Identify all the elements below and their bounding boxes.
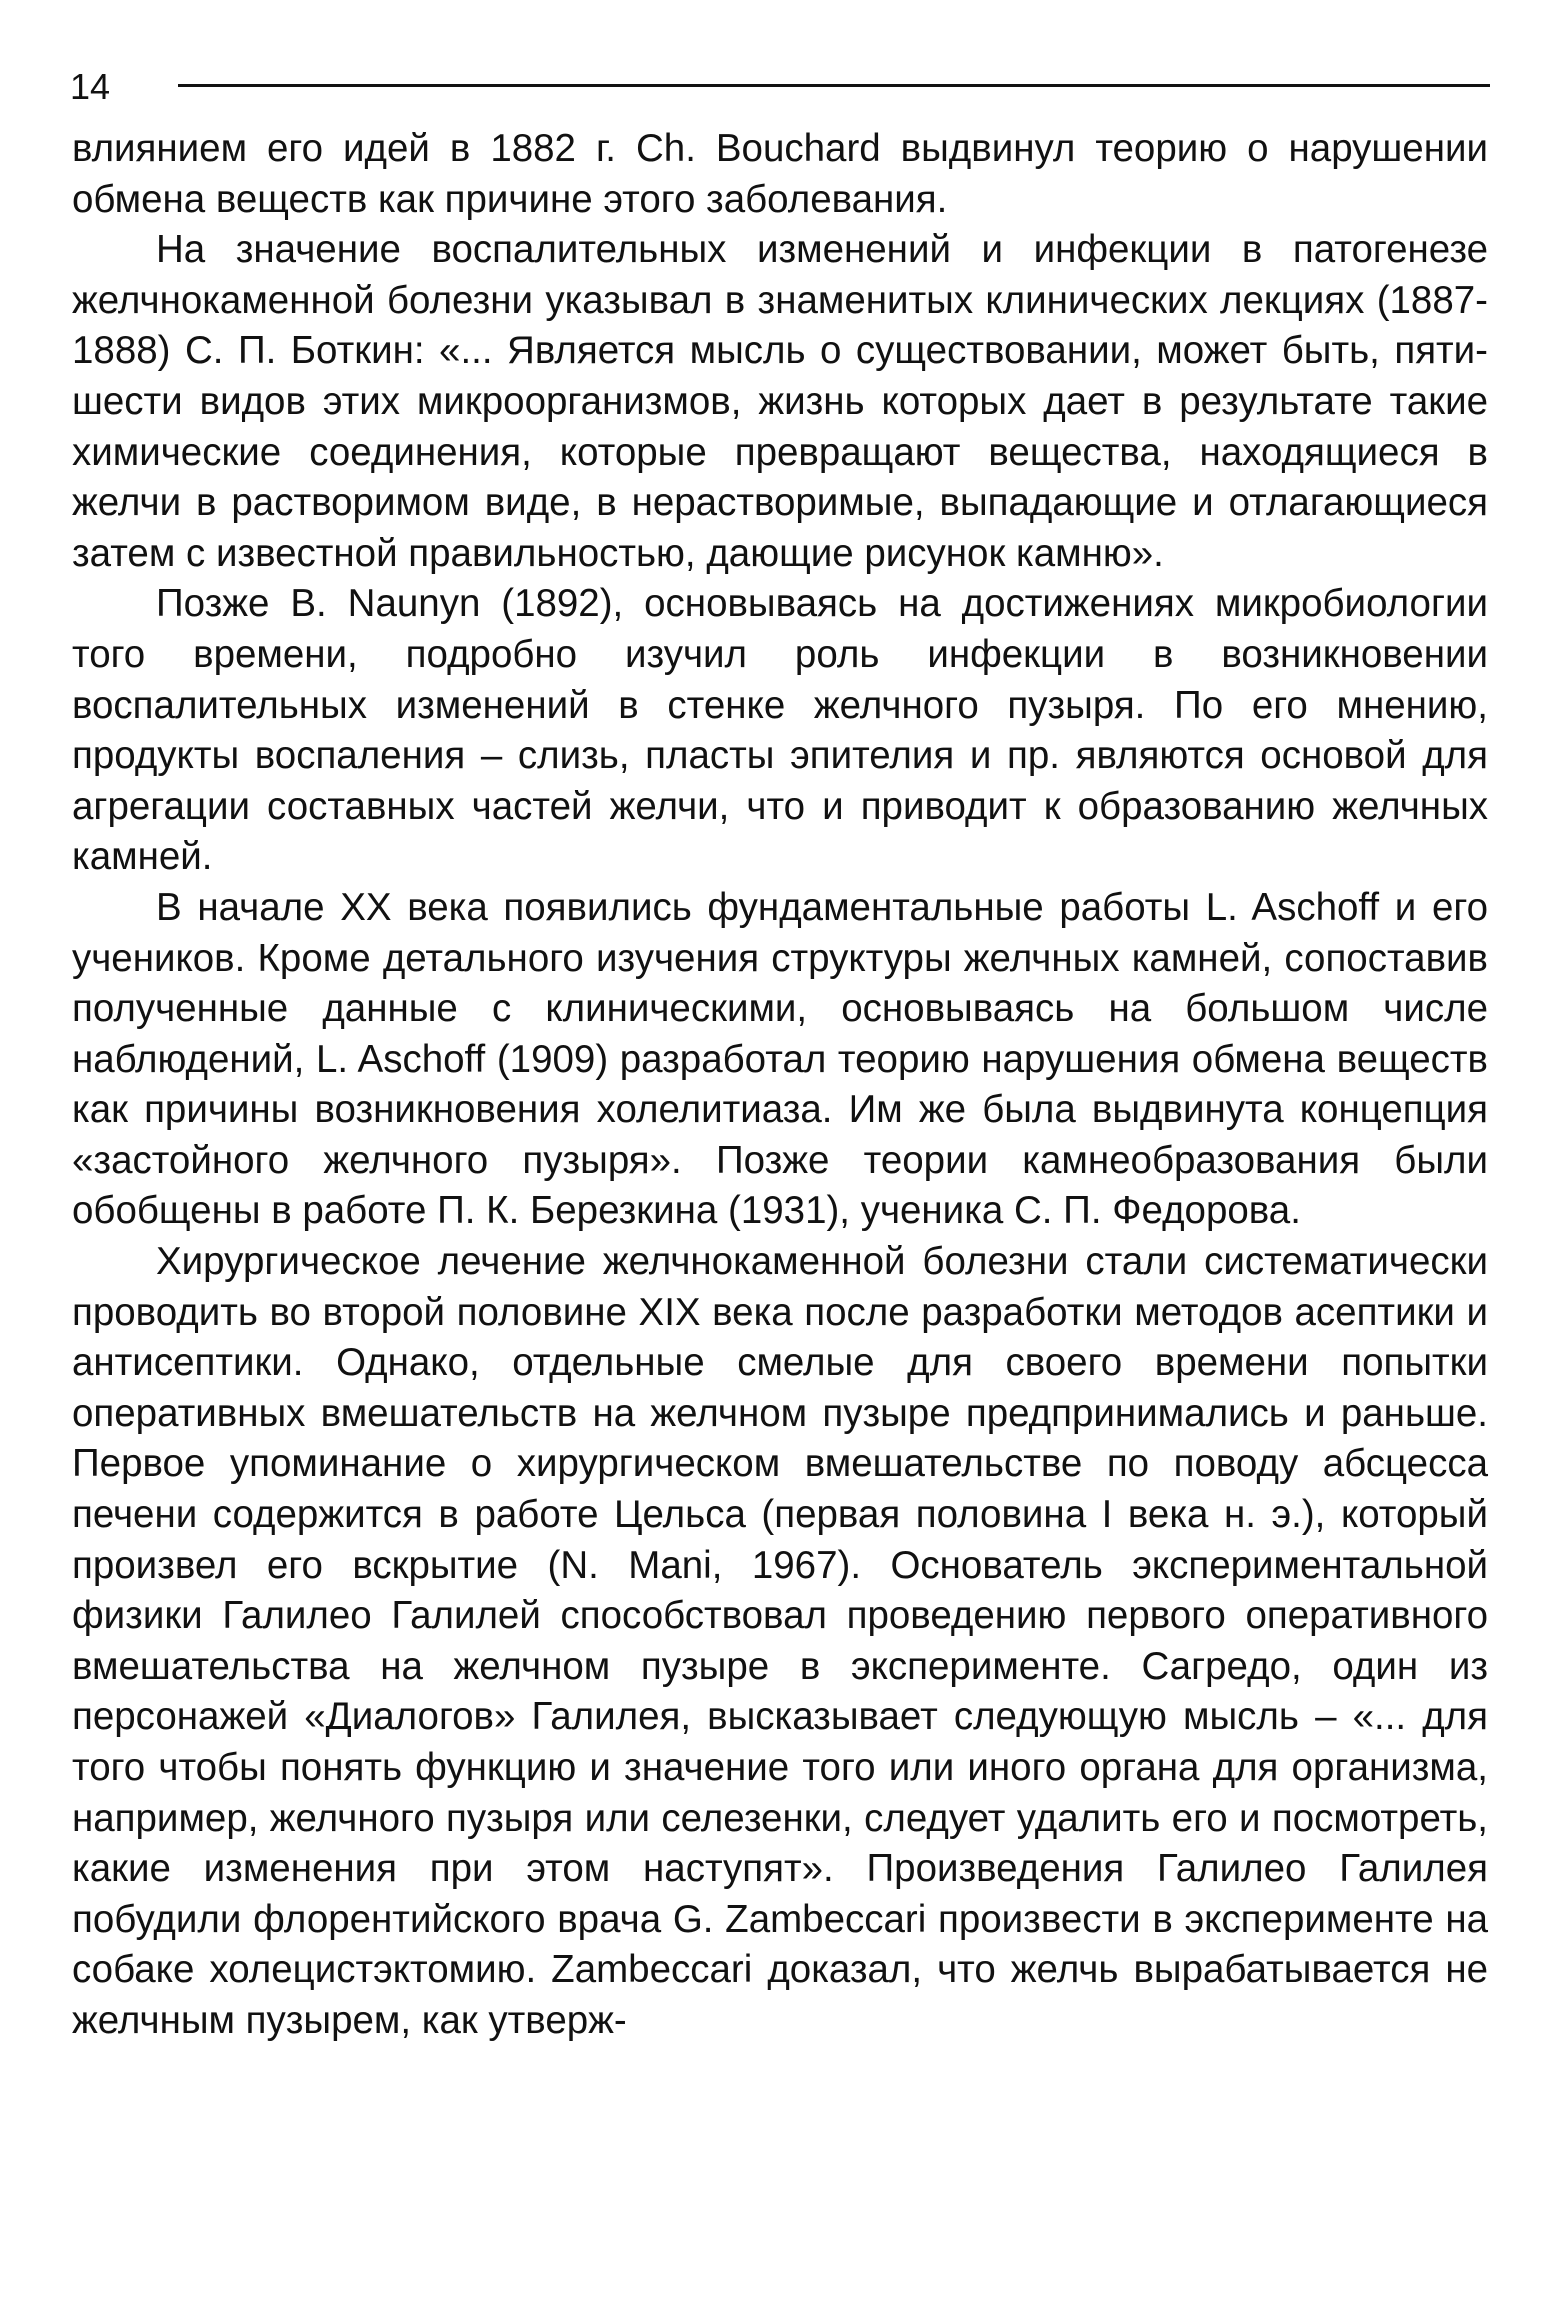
paragraph-naunyn: Позже B. Naunyn (1892), основываясь на достижениях микробиологии того времени, подробно изучил роль инфекции в возникновении воспалительных изменений в стенке желчного пузыря. По его мнению, продукты воспаления – слизь, пласты эпителия и пр. являются основой для агрегации составных частей желчи, что и приводит к образованию желчных камней. <box>72 582 1488 879</box>
paragraph-aschoff: В начале XX века появились фундаментальные работы L. Aschoff и его учеников. Кроме детального изучения структуры желчных камней, сопоставив полученные данные с клиническими, основываясь на большом числе наблюдений, L. Aschoff (1909) разработал теорию нарушения обмена веществ как причины возникновения холелитиаза. Им же была выдвинута концепция «застойного желчного пузыря». Позже теории камнеобразования были обобщены в работе П. К. Березкина (1931), ученика С. П. Федорова. <box>72 885 1488 1233</box>
page-header <box>70 62 1490 112</box>
page-number: 14 <box>70 66 111 107</box>
paragraph-surgical-treatment: Хирургическое лечение желчнокаменной болезни стали систематически проводить во второй половине XIX века после разработки методов асептики и антисептики. Однако, отдельные смелые для своего времени попытки оперативных вмешательств на желчном пузыре предпринимались и раньше. Первое упоминание о хирургическом вмешательстве по поводу абсцесса печени содержится в работе Цельса (первая половина I века н. э.), который произвел его вскрытие (N. Mani, 1967). Основатель экспериментальной физики Галилео Галилей способствовал проведению первого оперативного вмешательства на желчном пузыре в эксперименте. Сагредо, один из персонажей «Диалогов» Галилея, высказывает следующую мысль – «... для того чтобы понять функцию и значение того или иного органа для организма, например, желчного пузыря или селезенки, следует удалить его и посмотреть, какие изменения при этом наступят». Произведения Галилео Галилея побудили флорентийского врача G. Zambeccari произвести в эксперименте на собаке холецистэктомию. Zambeccari доказал, что желчь вырабатывается не желчным пузырем, как утверж- <box>72 1240 1488 2042</box>
paragraph-continuation: влиянием его идей в 1882 г. Ch. Bouchard выдвинул теорию о нарушении обмена веществ как причине этого заболевания. <box>72 127 1488 221</box>
body-text <box>72 124 1488 2047</box>
header-rule <box>178 84 1490 87</box>
paragraph-botkin: На значение воспалительных изменений и инфекции в патогенезе желчнокаменной болезни указывал в знаменитых клинических лекциях (1887-1888) С. П. Боткин: «... Является мысль о существовании, может быть, пяти-шести видов этих микроорганизмов, жизнь которых дает в результате такие химические соединения, которые превращают вещества, находящиеся в желчи в растворимом виде, в нерастворимые, выпадающие и отлагающиеся затем с известной правильностью, дающие рисунок камню». <box>72 228 1488 575</box>
